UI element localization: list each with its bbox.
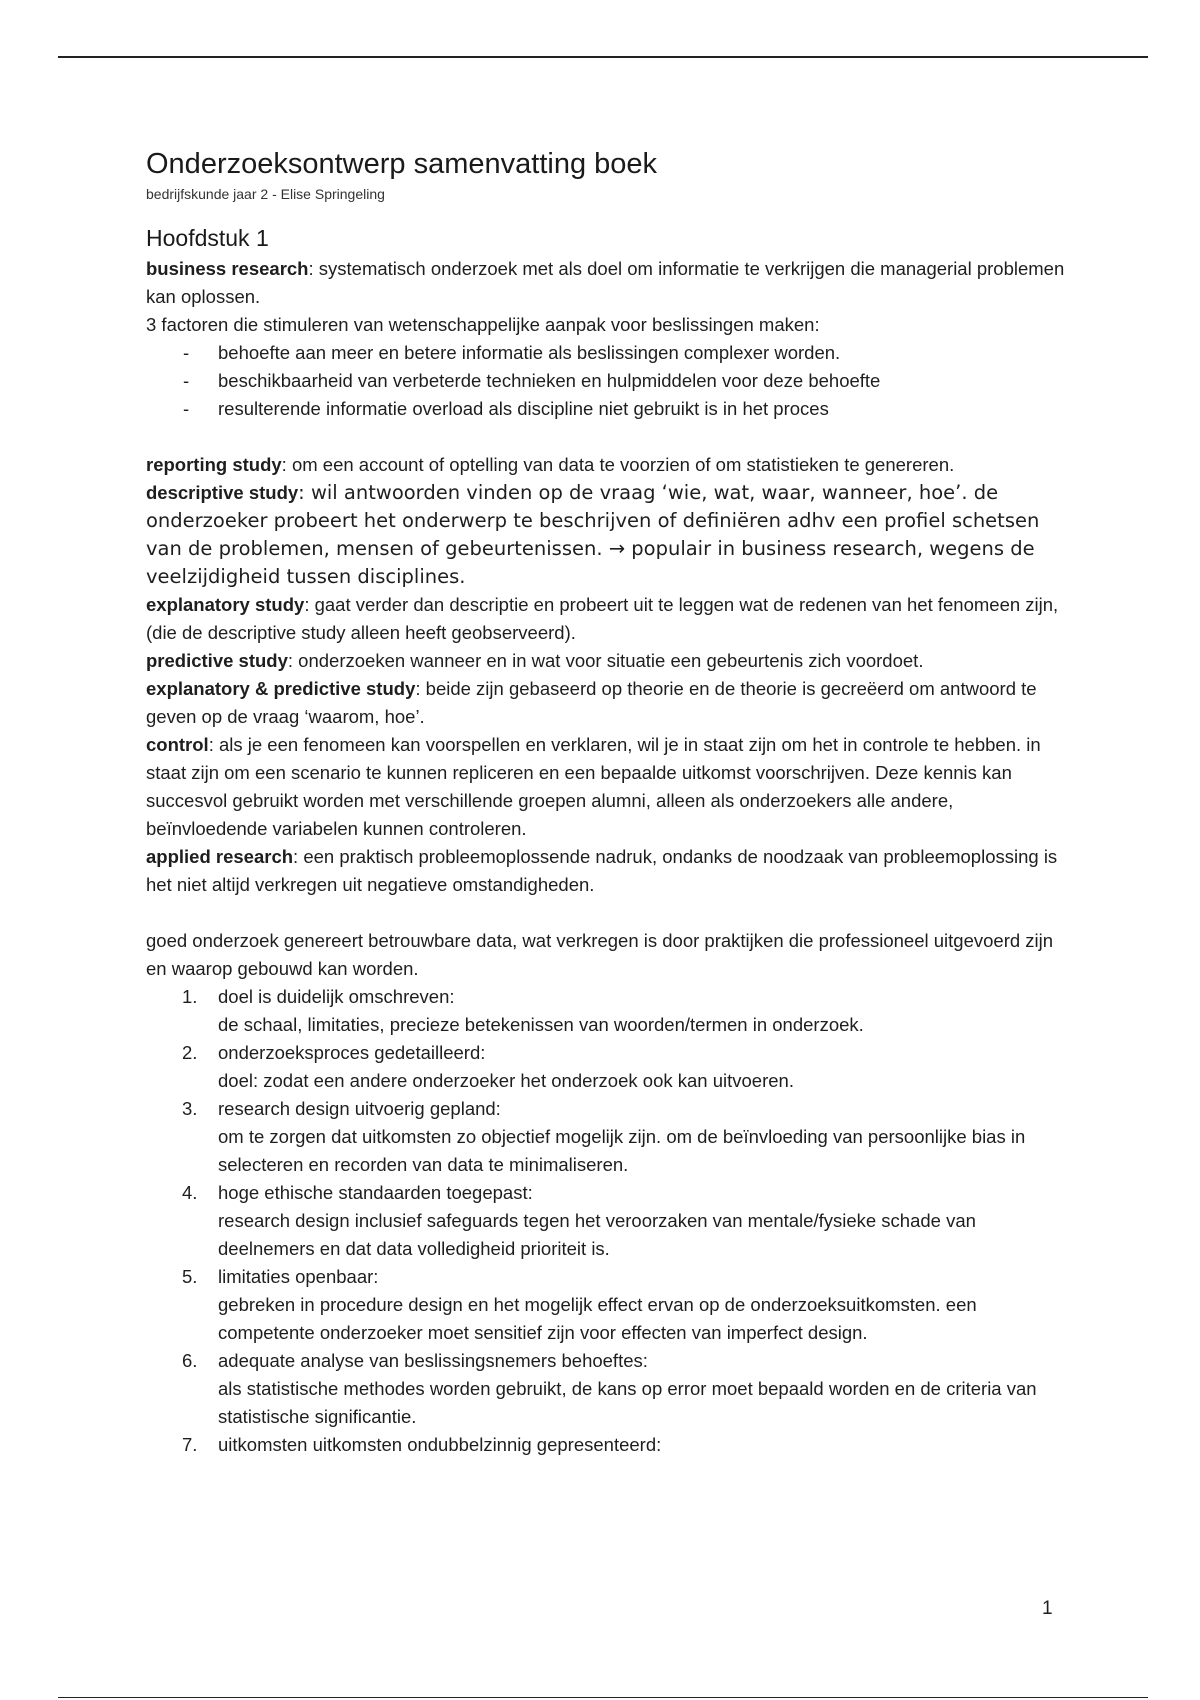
list-number: 2.	[182, 1042, 198, 1063]
definition-text: : om een account of optelling van data te voorzien of om statistieken te genereren.	[281, 454, 955, 475]
definition-term: applied research	[146, 846, 294, 867]
definition-text: : een praktisch probleemoplossende nadruk, ondanks de noodzaak van probleemoplossing is het niet altijd verkregen uit negatieve omstandigheden.	[146, 846, 1058, 895]
factors-intro: 3 factoren die stimuleren van wetenschappelijke aanpak voor beslissingen maken:	[146, 314, 820, 335]
definition-text: : systematisch onderzoek met als doel om informatie te verkrijgen die managerial problemen kan oplossen.	[146, 258, 1065, 307]
criterion-title: uitkomsten uitkomsten ondubbelzinnig gepresenteerd:	[218, 1434, 662, 1455]
list-item	[146, 983, 1076, 1039]
spacer	[146, 423, 1076, 451]
definition-term: descriptive study	[146, 482, 299, 503]
definition-term: explanatory study	[146, 594, 305, 615]
definition-term: explanatory & predictive study	[146, 678, 416, 699]
header-rule	[58, 56, 1148, 58]
definition-term: predictive study	[146, 650, 288, 671]
list-number: 3.	[182, 1098, 198, 1119]
definition-text: : onderzoeken wanneer en in wat voor situatie een gebeurtenis zich voordoet.	[287, 650, 924, 671]
criterion-detail: research design inclusief safeguards tegen het veroorzaken van mentale/fysieke schade van deelnemers en dat data volledigheid prioriteit is.	[218, 1210, 976, 1259]
definition-term: control	[146, 734, 209, 755]
spacer	[146, 899, 1076, 927]
criterion-detail: gebreken in procedure design en het mogelijk effect ervan op de onderzoeksuitkomsten. een competente onderzoeker moet sensitief zijn voor effecten van imperfect design.	[218, 1294, 977, 1343]
list-number: 4.	[182, 1182, 198, 1203]
list-item	[146, 1431, 1076, 1459]
criterion-title: adequate analyse van beslissingsnemers behoeftes:	[218, 1350, 648, 1371]
list-item	[146, 1179, 1076, 1263]
criterion-title: limitaties openbaar:	[218, 1266, 379, 1287]
factors-list	[146, 339, 1076, 423]
definition-business-research	[146, 255, 1076, 311]
criteria-list	[146, 983, 1076, 1459]
list-item: - resulterende informatie overload als discipline niet gebruikt is in het proces	[146, 395, 1076, 423]
definition-applied-research	[146, 843, 1076, 899]
criterion-detail: om te zorgen dat uitkomsten zo objectief mogelijk zijn. om de beïnvloeding van persoonlijke bias in selecteren en recorden van data te minimaliseren.	[218, 1126, 1026, 1175]
criterion-title: onderzoeksproces gedetailleerd:	[218, 1042, 486, 1063]
footer-rule	[58, 1697, 1148, 1698]
document-subtitle: bedrijfskunde jaar 2 - Elise Springeling	[146, 186, 385, 202]
criterion-title: doel is duidelijk omschreven:	[218, 986, 455, 1007]
list-item	[146, 1347, 1076, 1431]
good-research-intro: goed onderzoek genereert betrouwbare data, wat verkregen is door praktijken die professioneel uitgevoerd zijn en waarop gebouwd kan worden.	[146, 930, 1054, 979]
list-item: - beschikbaarheid van verbeterde technieken en hulpmiddelen voor deze behoefte	[146, 367, 1076, 395]
document-title: Onderzoeksontwerp samenvatting boek	[146, 148, 658, 180]
chapter-heading: Hoofdstuk 1	[146, 225, 269, 251]
list-item	[146, 1263, 1076, 1347]
definition-text: : gaat verder dan descriptie en probeert uit te leggen wat de redenen van het fenomeen zijn, (die de descriptive study alleen heeft geobserveerd).	[146, 594, 1059, 643]
list-item	[146, 1095, 1076, 1179]
list-item	[146, 1039, 1076, 1095]
document-body	[146, 143, 1076, 1459]
criterion-title: hoge ethische standaarden toegepast:	[218, 1182, 533, 1203]
definition-control	[146, 731, 1076, 843]
criterion-detail: als statistische methodes worden gebruikt, de kans op error moet bepaald worden en de criteria van statistische significantie.	[218, 1378, 1037, 1427]
list-number: 1.	[182, 986, 198, 1007]
criterion-detail: de schaal, limitaties, precieze betekenissen van woorden/termen in onderzoek.	[218, 1014, 864, 1035]
definition-text: : wil antwoorden vinden op de vraag ‘wie, wat, waar, wanneer, hoe’. de onderzoeker probeert het onderwerp te beschrijven of definiëren adhv een profiel schetsen van de problemen, mensen of gebeurtenissen. → populair in business research, wegens de veelzijdigheid tussen disciplines.	[146, 481, 1040, 588]
definition-explanatory-predictive-study	[146, 675, 1076, 731]
definition-descriptive-study	[146, 479, 1076, 591]
definition-reporting-study	[146, 451, 1076, 479]
criterion-detail: doel: zodat een andere onderzoeker het onderzoek ook kan uitvoeren.	[218, 1070, 794, 1091]
definition-predictive-study	[146, 647, 1076, 675]
list-number: 5.	[182, 1266, 198, 1287]
criterion-title: research design uitvoerig gepland:	[218, 1098, 501, 1119]
definition-text: : als je een fenomeen kan voorspellen en verklaren, wil je in staat zijn om het in controle te hebben. in staat zijn om een scenario te kunnen repliceren en een bepaalde uitkomst voorschrijven. Deze kennis kan succesvol gebruikt worden met verschillende groepen alumni, alleen als onderzoekers alle andere, beïnvloedende variabelen kunnen controleren.	[146, 734, 1041, 839]
definition-term: reporting study	[146, 454, 282, 475]
definition-term: business research	[146, 258, 309, 279]
page-number: 1	[1042, 1598, 1053, 1619]
definition-explanatory-study	[146, 591, 1076, 647]
list-number: 7.	[182, 1434, 198, 1455]
list-number: 6.	[182, 1350, 198, 1371]
list-item: - behoefte aan meer en betere informatie als beslissingen complexer worden.	[146, 339, 1076, 367]
definition-text: : beide zijn gebaseerd op theorie en de theorie is gecreëerd om antwoord te geven op de vraag ‘waarom, hoe’.	[146, 678, 1037, 727]
